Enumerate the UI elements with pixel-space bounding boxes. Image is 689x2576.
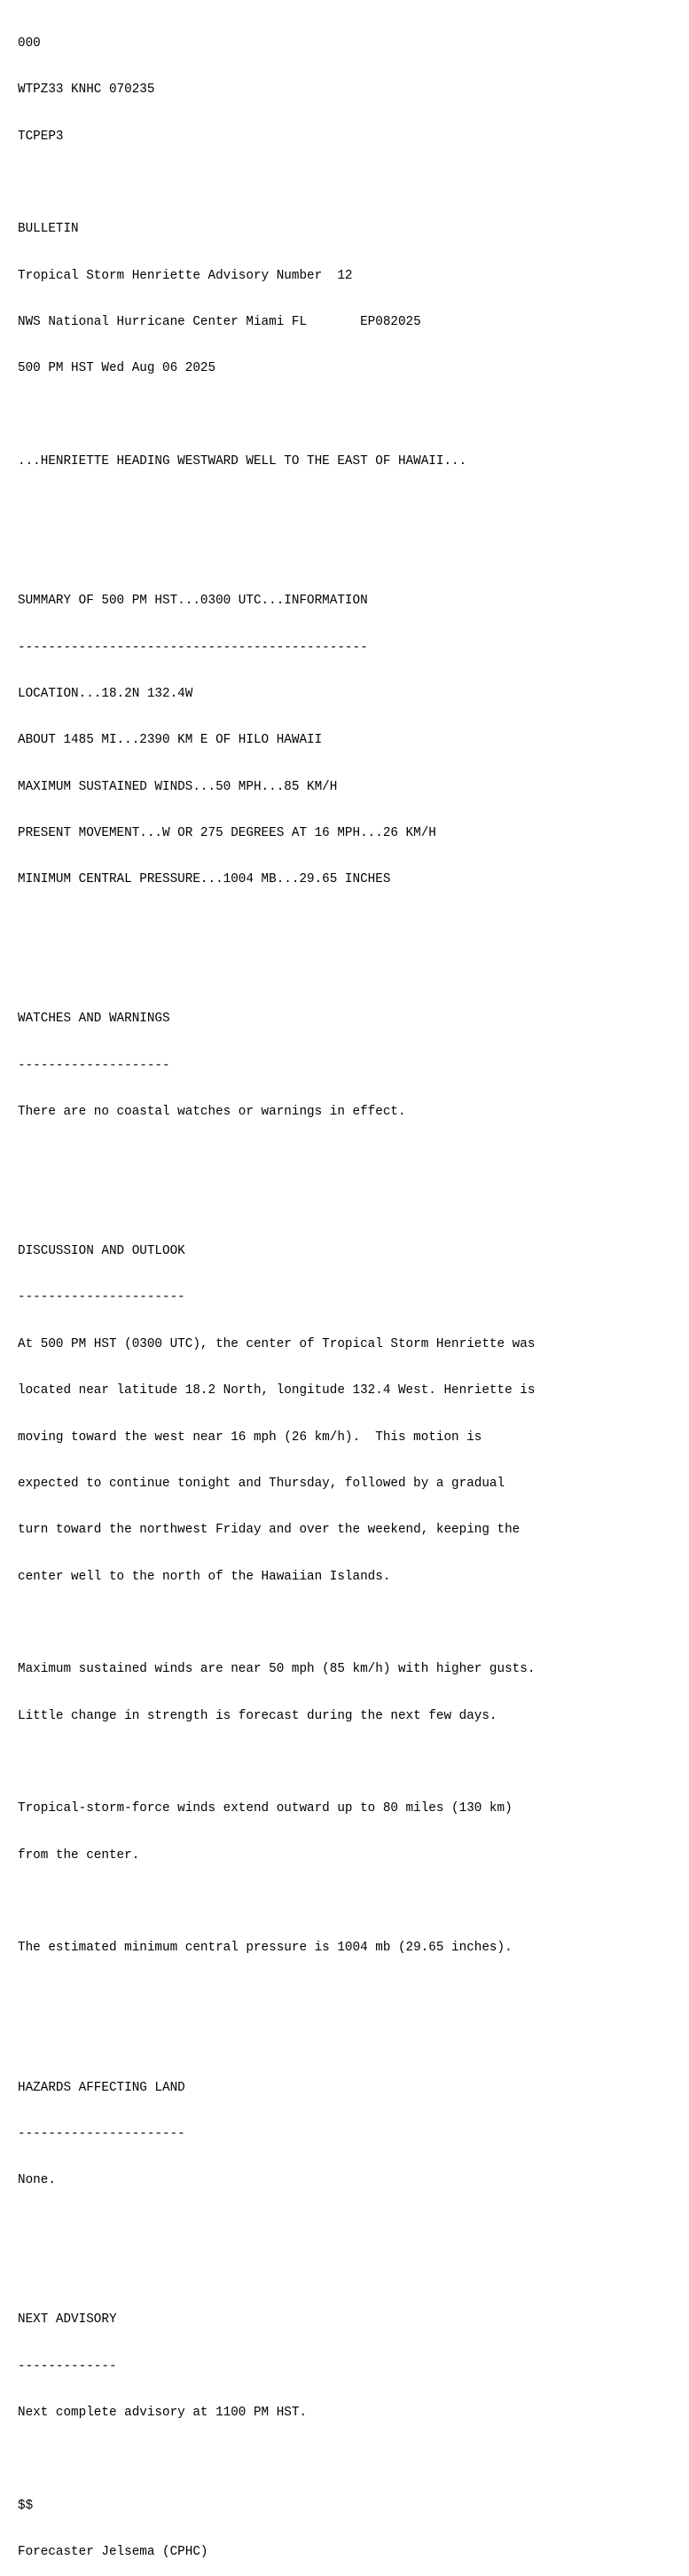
discussion-paragraph-line: At 500 PM HST (0300 UTC), the center of Tropical Storm Henriette was — [18, 1336, 536, 1351]
issuing-office-line: NWS National Hurricane Center Miami FL EP082025 — [18, 315, 421, 330]
summary-location: LOCATION...18.2N 132.4W — [18, 686, 193, 701]
blank-line — [18, 2266, 689, 2281]
blank-line — [18, 2220, 689, 2235]
hazards-heading: HAZARDS AFFECTING LAND — [18, 2080, 185, 2095]
header-wmo-line: WTPZ33 KNHC 070235 — [18, 83, 155, 98]
blank-line — [18, 1755, 689, 1770]
blank-line — [18, 919, 689, 934]
summary-max-winds: MAXIMUM SUSTAINED WINDS...50 MPH...85 KM/H — [18, 779, 338, 794]
wind-extent-line: from the center. — [18, 1847, 140, 1863]
end-marker: $$ — [18, 2498, 34, 2513]
summary-heading: SUMMARY OF 500 PM HST...0300 UTC...INFORMATION — [18, 594, 368, 609]
next-advisory-rule: ------------- — [18, 2359, 117, 2374]
watches-rule: -------------------- — [18, 1058, 170, 1073]
blank-line — [18, 408, 689, 423]
blank-line — [18, 965, 689, 981]
discussion-paragraph-line: located near latitude 18.2 North, longitude 132.4 West. Henriette is — [18, 1383, 536, 1398]
discussion-paragraph-line: moving toward the west near 16 mph (26 km/h). This motion is — [18, 1430, 482, 1445]
winds-paragraph-line: Maximum sustained winds are near 50 mph (85 km/h) with higher gusts. — [18, 1662, 536, 1677]
blank-line — [18, 500, 689, 516]
next-advisory-text: Next complete advisory at 1100 PM HST. — [18, 2406, 308, 2420]
discussion-paragraph-line: expected to continue tonight and Thursday, followed by a gradual — [18, 1476, 505, 1491]
header-code-line: 000 — [18, 35, 41, 51]
blank-line — [18, 1151, 689, 1166]
summary-distance: ABOUT 1485 MI...2390 KM E OF HILO HAWAII — [18, 733, 323, 748]
blank-line — [18, 1895, 689, 1910]
blank-line — [18, 1616, 689, 1631]
blank-line — [18, 1198, 689, 1213]
summary-movement: PRESENT MOVEMENT...W OR 275 DEGREES AT 16 MPH...26 KM/H — [18, 825, 436, 840]
next-advisory-heading: NEXT ADVISORY — [18, 2312, 117, 2328]
discussion-paragraph-line: center well to the north of the Hawaiian Islands. — [18, 1569, 391, 1584]
discussion-rule: ---------------------- — [18, 1290, 185, 1305]
wind-extent-line: Tropical-storm-force winds extend outward up to 80 miles (130 km) — [18, 1801, 513, 1816]
headline: ...HENRIETTE HEADING WESTWARD WELL TO THE EAST OF HAWAII... — [18, 454, 467, 469]
pressure-paragraph-line: The estimated minimum central pressure is 1004 mb (29.65 inches). — [18, 1941, 513, 1956]
hazards-rule: ---------------------- — [18, 2126, 185, 2141]
discussion-paragraph-line: turn toward the northwest Friday and over the weekend, keeping the — [18, 1523, 521, 1538]
summary-pressure: MINIMUM CENTRAL PRESSURE...1004 MB...29.65 INCHES — [18, 872, 391, 887]
issue-time-line: 500 PM HST Wed Aug 06 2025 — [18, 361, 216, 376]
discussion-heading: DISCUSSION AND OUTLOOK — [18, 1244, 185, 1259]
winds-paragraph-line: Little change in strength is forecast during the next few days. — [18, 1708, 497, 1723]
advisory-title: Tropical Storm Henriette Advisory Number 12 — [18, 268, 353, 283]
summary-rule: ---------------------------------------------- — [18, 640, 368, 655]
watches-text: There are no coastal watches or warnings in effect. — [18, 1105, 406, 1120]
blank-line — [18, 2034, 689, 2049]
blank-line — [18, 547, 689, 563]
header-product-line: TCPEP3 — [18, 129, 64, 144]
bulletin-label: BULLETIN — [18, 222, 79, 237]
hazards-text: None. — [18, 2173, 56, 2188]
blank-line — [18, 176, 689, 191]
forecaster-signature: Forecaster Jelsema (CPHC) — [18, 2545, 208, 2560]
blank-line — [18, 2452, 689, 2467]
watches-heading: WATCHES AND WARNINGS — [18, 1012, 170, 1027]
blank-line — [18, 1988, 689, 2003]
